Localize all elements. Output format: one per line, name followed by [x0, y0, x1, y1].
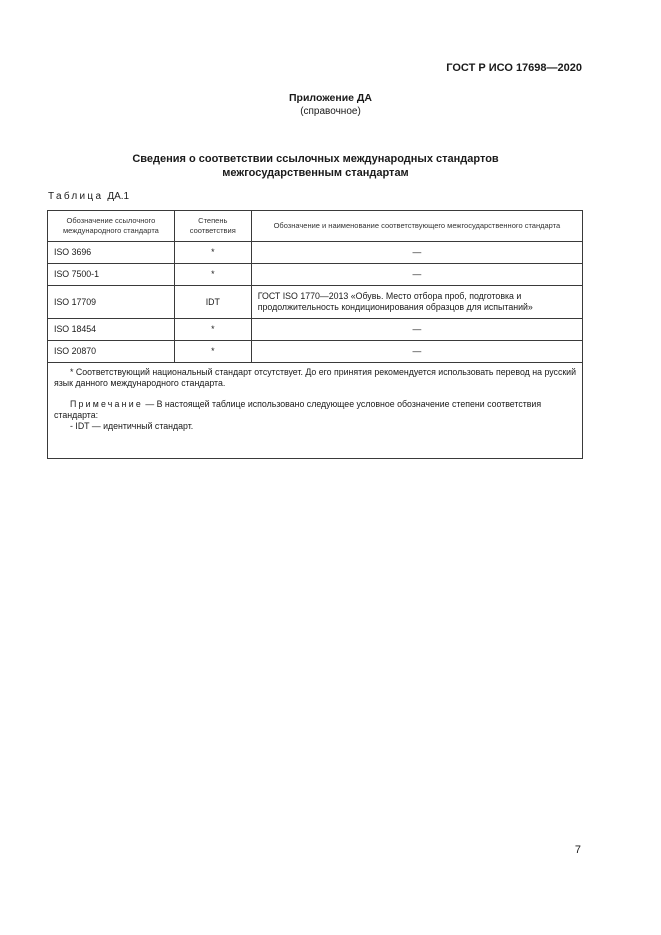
annex-title: Приложение ДА — [289, 92, 372, 104]
cell-degree: * — [174, 319, 251, 341]
table-footnote: * Соответствующий национальный стандарт отсутствует. До его принятия рекомендуется использовать перевод на русский язык данного международного стандарта. — [54, 367, 577, 388]
column-header-national: Обозначение и наименование соответствующего межгосударственного стандарта — [251, 211, 582, 242]
table-caption — [48, 191, 129, 202]
heading-line-2: межгосударственным стандартам — [222, 167, 409, 179]
standards-table — [47, 210, 583, 459]
table-row — [48, 264, 583, 286]
cell-national: — — [251, 319, 582, 341]
cell-national: — — [251, 264, 582, 286]
cell-national: ГОСТ ISO 1770—2013 «Обувь. Место отбора проб, подготовка и продолжительность кондиционирования образцов для испытаний» — [251, 286, 582, 319]
annex-subtitle: (справочное) — [300, 106, 361, 117]
table-note — [54, 399, 576, 421]
table-caption-number: ДА.1 — [107, 191, 130, 202]
note-item: - IDT — идентичный стандарт. — [70, 421, 194, 431]
heading-line-1: Сведения о соответствии ссылочных международных стандартов — [132, 153, 499, 165]
column-header-international: Обозначение ссылочного международного стандарта — [48, 211, 175, 242]
cell-international: ISO 3696 — [48, 242, 175, 264]
cell-international: ISO 20870 — [48, 341, 175, 363]
cell-degree: * — [174, 341, 251, 363]
annex-header — [0, 92, 661, 118]
cell-national: — — [251, 242, 582, 264]
cell-international: ISO 7500-1 — [48, 264, 175, 286]
table-notes-row — [48, 363, 583, 459]
note-text: — В настоящей таблице использовано следующее условное обозначение степени соответствия стандарта: — [54, 399, 542, 420]
table-header-row — [48, 211, 583, 242]
page-number: 7 — [574, 844, 581, 856]
cell-degree: IDT — [174, 286, 251, 319]
document-code: ГОСТ Р ИСО 17698—2020 — [446, 62, 582, 74]
note-label: Примечание — [70, 399, 143, 409]
cell-international: ISO 17709 — [48, 286, 175, 319]
table-row — [48, 286, 583, 319]
section-heading — [48, 152, 583, 180]
cell-degree: * — [174, 242, 251, 264]
cell-degree: * — [174, 264, 251, 286]
table-row — [48, 319, 583, 341]
table-row — [48, 341, 583, 363]
table-caption-word: Таблица — [48, 191, 104, 202]
column-header-degree: Степень соответствия — [174, 211, 251, 242]
cell-national: — — [251, 341, 582, 363]
table-row — [48, 242, 583, 264]
cell-international: ISO 18454 — [48, 319, 175, 341]
table-notes — [48, 363, 583, 459]
